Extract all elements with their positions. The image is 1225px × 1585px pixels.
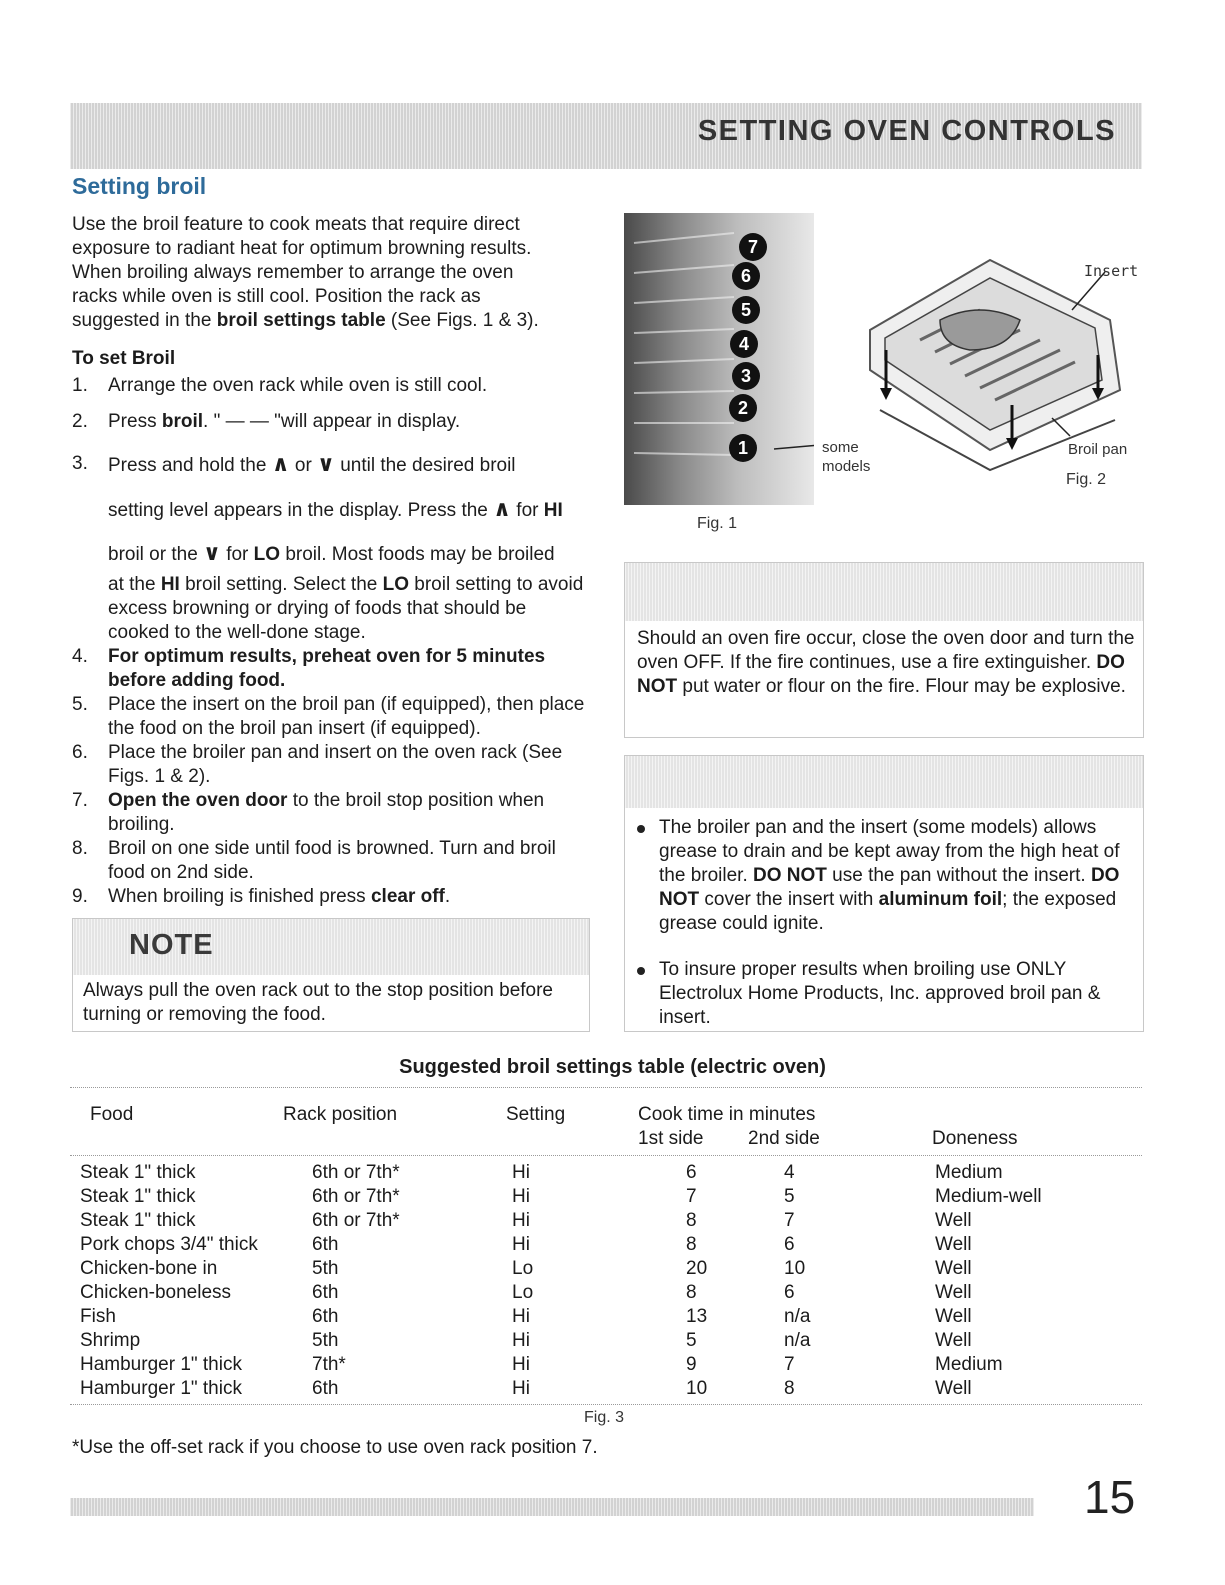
header-food: Food bbox=[90, 1104, 134, 1125]
warning-band bbox=[625, 563, 1143, 621]
header-2nd-side: 2nd side bbox=[748, 1128, 820, 1149]
step-number: 3. bbox=[72, 453, 88, 474]
header-1st-side: 1st side bbox=[638, 1128, 704, 1149]
insert-label: Insert bbox=[1084, 262, 1139, 280]
down-arrow-icon: ∨ bbox=[317, 451, 335, 476]
rack-position-3: 3 bbox=[732, 362, 760, 390]
step-text: setting level appears in the display. Press the ∧ for HI bbox=[108, 496, 563, 521]
rack-position-2: 2 bbox=[729, 394, 757, 422]
some-models-callout: some models bbox=[822, 439, 871, 475]
intro-bold: broil settings table bbox=[216, 310, 386, 331]
step-text: at the HI broil setting. Select the LO broil setting to avoid excess browning or drying of foods that should be cooked to the well-done stage. bbox=[108, 574, 584, 643]
bullet-icon bbox=[637, 825, 645, 833]
step-text: For optimum results, preheat oven for 5 minutes before adding food. bbox=[108, 646, 546, 691]
table-top-rule bbox=[70, 1087, 1142, 1088]
footer-band bbox=[70, 1498, 1034, 1516]
section-title: Setting broil bbox=[72, 173, 207, 199]
header-band bbox=[70, 103, 1142, 169]
step-8 bbox=[72, 837, 602, 885]
step-number: 7. bbox=[72, 790, 88, 811]
step-5 bbox=[72, 693, 602, 741]
step-text: Broil on one side until food is browned. Turn and broil food on 2nd side. bbox=[108, 838, 556, 883]
table-row: Fish 6th Hi 13 n/a Well bbox=[80, 1306, 972, 1327]
table-row: Hamburger 1" thick 6th Hi 10 8 Well bbox=[80, 1378, 972, 1399]
fig3-caption: Fig. 3 bbox=[584, 1409, 625, 1426]
step-2 bbox=[72, 410, 602, 434]
table-row: Steak 1" thick 6th or 7th* Hi 8 7 Well bbox=[80, 1210, 972, 1231]
table-row: Hamburger 1" thick 7th* Hi 9 7 Medium bbox=[80, 1354, 1003, 1375]
step-3-cont-2 bbox=[72, 541, 602, 565]
note-band bbox=[73, 919, 589, 975]
rack-lines bbox=[624, 213, 814, 505]
footnote: *Use the off-set rack if you choose to use oven rack position 7. bbox=[72, 1437, 598, 1458]
table-bottom-rule bbox=[70, 1404, 1142, 1405]
down-arrow-icon: ∨ bbox=[203, 540, 221, 565]
step-3-cont-1 bbox=[72, 497, 602, 521]
step-text: broil or the ∨ for LO broil. Most foods may be broiled bbox=[108, 540, 555, 565]
step-number: 2. bbox=[72, 411, 88, 432]
table-row: Steak 1" thick 6th or 7th* Hi 6 4 Medium bbox=[80, 1162, 1003, 1183]
note-label: NOTE bbox=[129, 929, 214, 961]
intro-text-end: (See Figs. 1 & 3). bbox=[385, 310, 539, 331]
fire-warning-box bbox=[624, 562, 1144, 738]
step-text: Arrange the oven rack while oven is still cool. bbox=[108, 375, 488, 396]
step-number: 8. bbox=[72, 838, 88, 859]
header-doneness: Doneness bbox=[932, 1128, 1018, 1149]
note-box bbox=[72, 918, 590, 1032]
step-3 bbox=[72, 452, 602, 476]
step-number: 1. bbox=[72, 375, 88, 396]
rack-position-1: 1 bbox=[729, 434, 757, 462]
caution-band bbox=[625, 756, 1143, 808]
step-text: Press broil. " — — "will appear in display. bbox=[108, 411, 461, 432]
step-text: Open the oven door to the broil stop position when broiling. bbox=[108, 790, 545, 835]
bullet-icon bbox=[637, 967, 645, 975]
step-9 bbox=[72, 885, 602, 909]
fig1-caption: Fig. 1 bbox=[697, 515, 738, 532]
table-row: Shrimp 5th Hi 5 n/a Well bbox=[80, 1330, 972, 1351]
step-number: 9. bbox=[72, 886, 88, 907]
step-text: Place the broiler pan and insert on the oven rack (See Figs. 1 & 2). bbox=[108, 742, 563, 787]
table-row: Pork chops 3/4" thick 6th Hi 8 6 Well bbox=[80, 1234, 972, 1255]
subheading-to-set-broil: To set Broil bbox=[72, 348, 176, 369]
page-number: 15 bbox=[1084, 1471, 1136, 1523]
broil-pan-label: Broil pan bbox=[1068, 441, 1128, 458]
intro-text: Use the broil feature to cook meats that require direct exposure to radiant heat for optimum browning results. When broiling always remember to arrange the oven racks while oven is still cool. Position the rack as suggested in the bbox=[72, 214, 532, 331]
rack-position-4: 4 bbox=[730, 330, 758, 358]
intro-paragraph bbox=[72, 213, 552, 333]
header-setting: Setting bbox=[506, 1104, 566, 1125]
caution-bullet-2: To insure proper results when broiling use ONLY Electrolux Home Products, Inc. approved broil pan & insert. bbox=[637, 958, 1137, 1030]
table-title: Suggested broil settings table (electric oven) bbox=[399, 1056, 826, 1078]
note-text: Always pull the oven rack out to the stop position before turning or removing the food. bbox=[83, 980, 553, 1025]
up-arrow-icon: ∧ bbox=[271, 451, 290, 476]
table-row: Steak 1" thick 6th or 7th* Hi 7 5 Medium-well bbox=[80, 1186, 1042, 1207]
step-7 bbox=[72, 789, 602, 837]
rack-position-6: 6 bbox=[732, 262, 760, 290]
step-text: Press and hold the ∧ or ∨ until the desired broil bbox=[108, 451, 516, 476]
rack-position-5: 5 bbox=[732, 296, 760, 324]
header-cook-time: Cook time in minutes bbox=[638, 1104, 816, 1125]
up-arrow-icon: ∧ bbox=[493, 496, 512, 521]
rack-position-7: 7 bbox=[739, 233, 767, 261]
step-6 bbox=[72, 741, 602, 789]
step-number: 6. bbox=[72, 742, 88, 763]
step-3-cont-3 bbox=[72, 573, 602, 645]
step-4 bbox=[72, 645, 602, 693]
table-row: Chicken-boneless 6th Lo 8 6 Well bbox=[80, 1282, 972, 1303]
table-header-rule bbox=[70, 1155, 1142, 1156]
fire-warning-text: Should an oven fire occur, close the oven door and turn the oven OFF. If the fire continues, use a fire extinguisher. DO NOT put water or flour on the fire. Flour may be explosive. bbox=[637, 628, 1135, 697]
header-rack-position: Rack position bbox=[283, 1104, 398, 1125]
caution-box bbox=[624, 755, 1144, 1032]
step-text: Place the insert on the broil pan (if equipped), then place the food on the broil pan insert (if equipped). bbox=[108, 694, 585, 739]
step-1 bbox=[72, 374, 602, 398]
step-number: 5. bbox=[72, 694, 88, 715]
page-header-title: SETTING OVEN CONTROLS bbox=[697, 115, 1116, 147]
oven-rack-photo bbox=[624, 213, 814, 505]
step-text: When broiling is finished press clear off. bbox=[108, 886, 451, 907]
caution-bullet-1: The broiler pan and the insert (some models) allows grease to drain and be kept away from the high heat of the broiler. DO NOT use the pan without the insert. DO NOT cover the insert with aluminum foil; the exposed grease could ignite. bbox=[637, 816, 1137, 936]
step-number: 4. bbox=[72, 646, 88, 667]
table-row: Chicken-bone in 5th Lo 20 10 Well bbox=[80, 1258, 972, 1279]
fig2-caption: Fig. 2 bbox=[1066, 471, 1107, 488]
